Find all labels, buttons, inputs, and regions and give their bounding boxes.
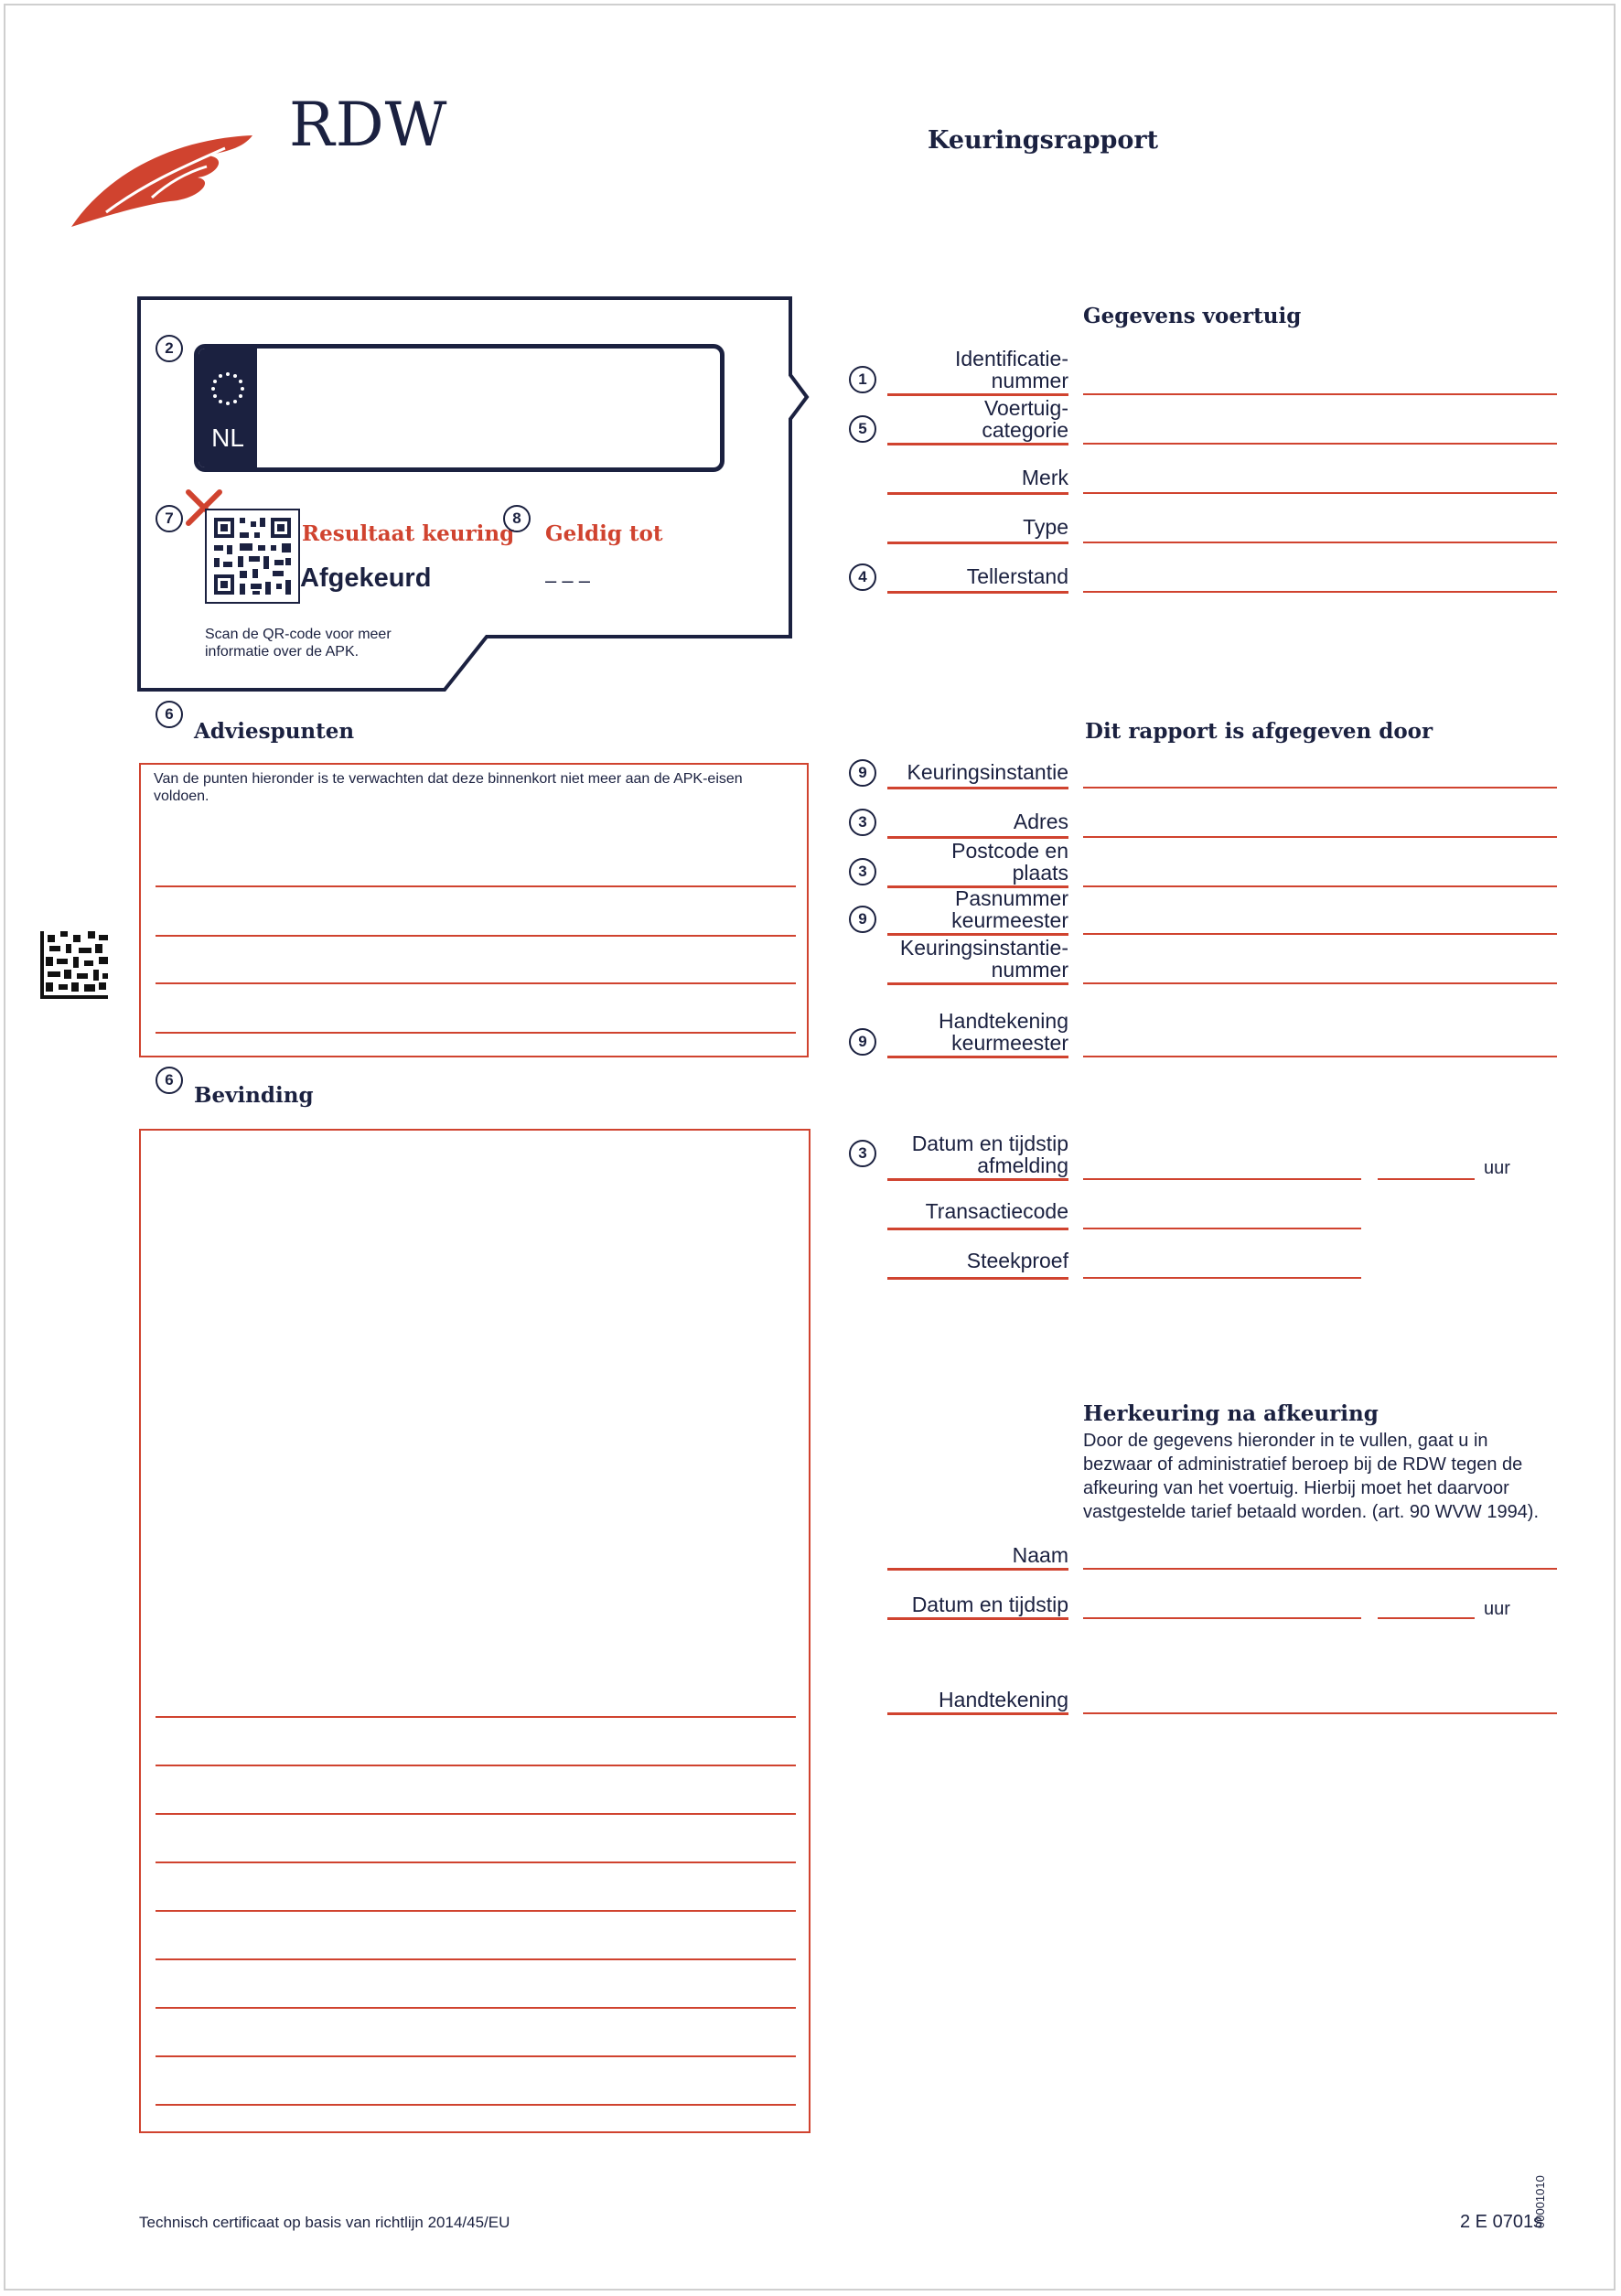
- vehicle-label-underline: [887, 443, 1068, 445]
- sample-input-line[interactable]: [1083, 1277, 1361, 1279]
- issuer-input-line[interactable]: [1083, 1056, 1557, 1057]
- finding-line: [156, 1910, 796, 1912]
- eu-band: [199, 349, 257, 467]
- vehicle-marker: 4: [849, 563, 876, 591]
- issuer-label: Postcode en plaats: [951, 839, 1068, 885]
- vehicle-input-line[interactable]: [1083, 492, 1557, 494]
- advice-line: [156, 935, 796, 937]
- valid-until-value: – – –: [545, 569, 590, 592]
- signature-input-line[interactable]: [1083, 1712, 1557, 1714]
- issuer-label-underline: [887, 787, 1068, 789]
- finding-line: [156, 1958, 796, 1960]
- hour-unit: uur: [1484, 1158, 1510, 1178]
- advice-box[interactable]: [139, 763, 809, 1057]
- advice-heading: Adviespunten: [194, 719, 355, 744]
- vehicle-label-underline: [887, 591, 1068, 594]
- vehicle-input-line[interactable]: [1083, 443, 1557, 445]
- marker-advice: 6: [156, 701, 183, 728]
- rdw-logo-icon: [70, 121, 271, 231]
- marker-plate: 2: [156, 335, 183, 362]
- transaction-label-underline: [887, 1228, 1068, 1230]
- vehicle-input-line[interactable]: [1083, 393, 1557, 395]
- finding-line: [156, 2104, 796, 2106]
- datamatrix-icon: [40, 931, 108, 999]
- sample-label: Steekproef: [966, 1249, 1068, 1272]
- transaction-label: Transactiecode: [925, 1199, 1068, 1223]
- marker-date: 3: [849, 1140, 876, 1167]
- issuer-heading: Dit rapport is afgegeven door: [1085, 719, 1433, 744]
- issuer-marker: 9: [849, 906, 876, 933]
- issuer-label: Keuringsinstantie- nummer: [899, 936, 1068, 982]
- reinspection-date-label: Datum en tijdstip: [911, 1593, 1068, 1616]
- issuer-marker: 9: [849, 759, 876, 787]
- reinspection-heading: Herkeuring na afkeuring: [1083, 1401, 1379, 1426]
- result-label: Resultaat keuring: [302, 521, 515, 546]
- finding-box[interactable]: [139, 1129, 810, 2133]
- advice-line: [156, 885, 796, 887]
- vehicle-input-line[interactable]: [1083, 542, 1557, 543]
- reinspection-time-input-line[interactable]: [1378, 1617, 1475, 1619]
- name-label-underline: [887, 1568, 1068, 1571]
- vehicle-label: Merk: [1021, 466, 1068, 489]
- issuer-label: Keuringsinstantie: [907, 760, 1068, 784]
- vehicle-marker: 5: [849, 415, 876, 443]
- vertical-code: 00001010: [1533, 2175, 1547, 2228]
- advice-line: [156, 1032, 796, 1034]
- finding-line: [156, 1716, 796, 1718]
- finding-line: [156, 1813, 796, 1815]
- finding-line: [156, 1861, 796, 1863]
- reinspection-text: Door de gegevens hieronder in te vullen, gaat u in bezwaar of administratief beroep bij de RDW tegen de afkeuring van het voertuig. Hierbij moet het daarvoor vastgestelde tarief betaald worden. (art. 90 WVW 1994).: [1083, 1431, 1540, 1522]
- vehicle-label-underline: [887, 492, 1068, 495]
- issuer-label: Pasnummer keurmeester: [951, 886, 1068, 932]
- finding-line: [156, 2055, 796, 2057]
- name-label: Naam: [1012, 1543, 1068, 1567]
- issuer-input-line[interactable]: [1083, 836, 1557, 838]
- issuer-input-line[interactable]: [1083, 885, 1557, 887]
- issuer-input-line[interactable]: [1083, 787, 1557, 789]
- date-label: Datum en tijdstip afmelding: [911, 1132, 1068, 1177]
- qr-note: Scan de QR-code voor meer informatie over de APK.: [205, 627, 392, 660]
- page-title: Keuringsrapport: [928, 126, 1159, 155]
- vehicle-label: Voertuig- categorie: [982, 396, 1068, 442]
- reinspection-date-input-line[interactable]: [1083, 1617, 1361, 1619]
- vehicle-label: Tellerstand: [966, 564, 1068, 588]
- sample-label-underline: [887, 1277, 1068, 1280]
- valid-until-label: Geldig tot: [545, 521, 663, 546]
- reinspection-hour-unit: uur: [1484, 1599, 1510, 1619]
- issuer-label: Handtekening keurmeester: [939, 1009, 1068, 1055]
- license-plate-field[interactable]: [194, 344, 725, 472]
- marker-finding: 6: [156, 1067, 183, 1094]
- marker-valid: 8: [503, 505, 531, 532]
- result-value: Afgekeurd: [300, 563, 432, 593]
- advice-intro: Van de punten hieronder is te verwachten dat deze binnenkort niet meer aan de APK-eisen voldoen.: [154, 771, 743, 804]
- country-code: NL: [211, 424, 244, 452]
- footer-note: Technisch certificaat op basis van richtlijn 2014/45/EU: [139, 2214, 510, 2231]
- issuer-input-line[interactable]: [1083, 982, 1557, 984]
- vehicle-label-underline: [887, 542, 1068, 544]
- date-input-line[interactable]: [1083, 1178, 1361, 1180]
- reinspection-date-label-underline: [887, 1617, 1068, 1620]
- issuer-label-underline: [887, 1056, 1068, 1058]
- vehicle-heading: Gegevens voertuig: [1083, 304, 1302, 328]
- eu-stars-icon: [209, 370, 246, 407]
- issuer-marker: 9: [849, 1028, 876, 1056]
- issuer-marker: 3: [849, 809, 876, 836]
- transaction-input-line[interactable]: [1083, 1228, 1361, 1229]
- finding-line: [156, 2007, 796, 2009]
- finding-line: [156, 1765, 796, 1766]
- issuer-label: Adres: [1013, 810, 1068, 833]
- issuer-input-line[interactable]: [1083, 933, 1557, 935]
- name-input-line[interactable]: [1083, 1568, 1557, 1570]
- logo-text: RDW: [289, 90, 448, 160]
- vehicle-input-line[interactable]: [1083, 591, 1557, 593]
- issuer-label-underline: [887, 982, 1068, 985]
- signature-label-underline: [887, 1712, 1068, 1715]
- time-input-line[interactable]: [1378, 1178, 1475, 1180]
- issuer-marker: 3: [849, 858, 876, 885]
- form-code: 2 E 0701s: [1460, 2212, 1543, 2232]
- vehicle-marker: 1: [849, 366, 876, 393]
- vehicle-label: Identificatie- nummer: [954, 347, 1068, 392]
- marker-result: 7: [156, 505, 183, 532]
- date-label-underline: [887, 1178, 1068, 1181]
- signature-label: Handtekening: [939, 1688, 1068, 1711]
- finding-heading: Bevinding: [194, 1083, 314, 1108]
- advice-line: [156, 982, 796, 984]
- vehicle-label: Type: [1023, 515, 1068, 539]
- qr-code-icon[interactable]: [205, 509, 300, 604]
